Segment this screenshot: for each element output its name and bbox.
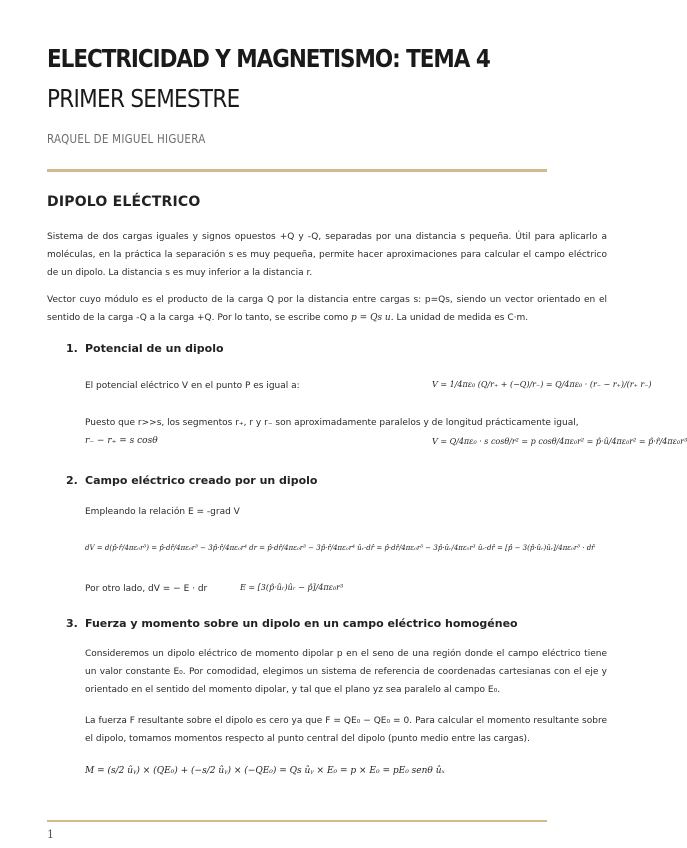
- subsection-number: 3.: [66, 617, 78, 630]
- field-relation-text: Por otro lado, dV = − E · dr: [85, 584, 208, 594]
- potential-formula: V = 1/4πε₀ (Q/r₊ + (−Q)/r₋) = Q/4πε₀ · (r₋ − r₊)/(r₊ r₋): [432, 380, 652, 389]
- dipole-moment-paragraph: [47, 291, 607, 327]
- torque-formula: M = (s/2 ûᵧ) × (QE₀) + (−s/2 ûᵧ) × (−QE₀) = Qs ûᵧ × E₀ = p × E₀ = pE₀ senθ ûₓ: [85, 766, 445, 776]
- footer-divider: [47, 820, 547, 822]
- dipole-moment-text-b: La unidad de medida es C·m.: [393, 313, 529, 323]
- header-divider: [47, 169, 547, 172]
- author-name: RAQUEL DE MIGUEL HIGUERA: [47, 132, 206, 146]
- uniform-field-paragraph: Consideremos un dipolo eléctrico de momento dipolar p en el seno de una región donde el campo eléctrico tiene un valor constante E₀. Por comodidad, elegimos un sistema de referencia de coordenadas cartesianas con el eje y orientado en el sentido del momento dipolar, y tal que el plano yz sea paralelo al campo E₀.: [85, 649, 607, 695]
- differential-potential-formula: dV = d(p̂·r̂/4πε₀r³) = p̂·dr̂/4πε₀r³ − 3p̂·r̂/4πε₀r⁴ dr = p̂·dr̂/4πε₀r³ − 3p̂·r̂/4πε₀r⁴ ûᵣ·dr̂ = p̂·dr̂/4πε₀r³ − 3p̂·ûᵣ/4πε₀r³ ûᵣ·dr̂ = [p̂ − 3(p̂·ûᵣ)ûᵣ]/4πε₀r³ · dr̂: [85, 544, 595, 552]
- force-torque-paragraph: La fuerza F resultante sobre el dipolo es cero ya que F = QE₀ − QE₀ = 0. Para calcular el momento resultante sobre el dipolo, tomamos momentos respecto al punto central del dipolo (punto medio entre las cargas).: [85, 716, 607, 744]
- document-title: ELECTRICIDAD Y MAGNETISMO: TEMA 4: [47, 44, 490, 73]
- document-subtitle: PRIMER SEMESTRE: [47, 84, 240, 113]
- subsection-title: Campo eléctrico creado por un dipolo: [85, 474, 318, 487]
- subsection-title: Fuerza y momento sobre un dipolo en un campo eléctrico homogéneo: [85, 617, 518, 630]
- subsection-title: Potencial de un dipolo: [85, 342, 224, 355]
- subsection-field-heading: [66, 474, 317, 487]
- section-heading: DIPOLO ELÉCTRICO: [47, 194, 201, 210]
- path-difference-text: r₋ − r₊ = s cosθ: [85, 436, 158, 446]
- dipole-field-formula: E = [3(p̂·ûᵣ)ûᵣ − p̂]/4πε₀r³: [240, 583, 344, 592]
- subsection-force-heading: [66, 617, 518, 630]
- dipole-moment-formula: p = Qs u.: [351, 313, 394, 323]
- dipole-moment-text-a: Vector cuyo módulo es el producto de la carga Q por la distancia entre cargas s: p=Qs, siendo un vector orientado en el sentido de la carga -Q a la carga +Q. Por lo tanto, se escribe como: [47, 295, 607, 323]
- gradient-relation-text: Empleando la relación E = -grad V: [85, 507, 240, 517]
- page-number: 1: [47, 828, 54, 841]
- subsection-potential-heading: [66, 342, 224, 355]
- potential-approx-formula: V = Q/4πε₀ · s cosθ/r² = p cosθ/4πε₀r² = p̂·û/4πε₀r² = p̂·r̂/4πε₀r³: [432, 437, 687, 446]
- potential-approximation-text: Puesto que r>>s, los segmentos r₊, r y r₋ son aproximadamente paralelos y de longitud prácticamente igual,: [85, 418, 579, 428]
- potential-intro-text: El potencial eléctrico V en el punto P es igual a:: [85, 381, 300, 391]
- intro-paragraph: Sistema de dos cargas iguales y signos opuestos +Q y -Q, separadas por una distancia s pequeña. Útil para aplicarlo a moléculas, en la práctica la separación s es muy pequeña, permite hacer aproximaciones para calcular el campo eléctrico de un dipolo. La distancia s es muy inferior a la distancia r.: [47, 232, 607, 278]
- subsection-number: 1.: [66, 342, 78, 355]
- subsection-number: 2.: [66, 474, 78, 487]
